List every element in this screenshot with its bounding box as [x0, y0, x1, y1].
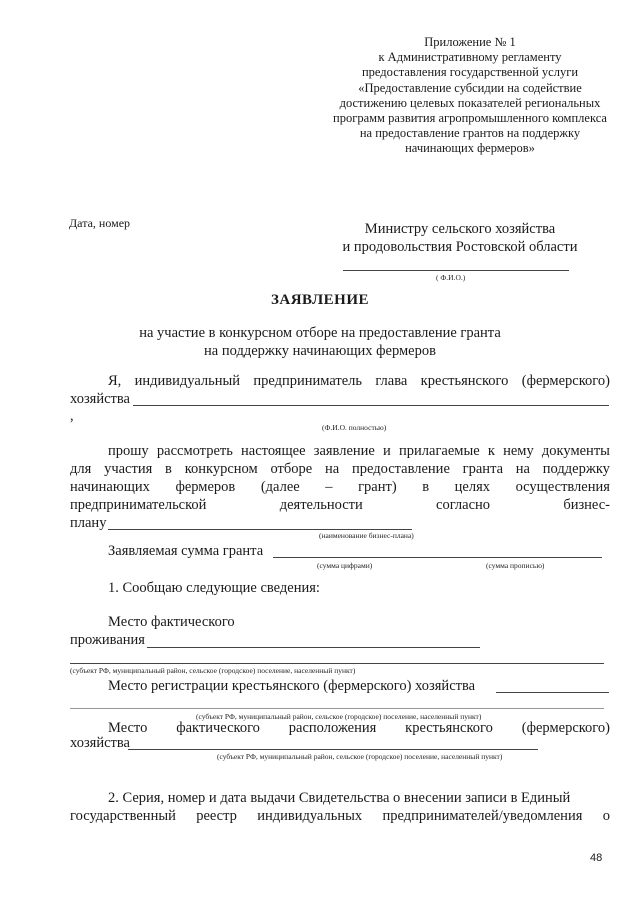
request-line-1: прошу рассмотреть настоящее заявление и прилагаемые к нему документы — [108, 443, 610, 459]
location-field[interactable] — [128, 749, 538, 750]
section-2-line-2: государственный реестр индивидуальных предпринимателей/уведомления о — [70, 808, 610, 824]
residence-caption: (субъект РФ, муниципальный район, сельское (городское) поселение, населенный пункт) — [70, 666, 356, 675]
registration-field[interactable] — [496, 692, 609, 693]
amount-words-caption: (сумма прописью) — [486, 561, 545, 570]
residence-line-2: проживания — [70, 632, 145, 648]
registration-caption: (субъект РФ, муниципальный район, сельское (городское) поселение, населенный пункт) — [196, 712, 482, 721]
date-number-label: Дата, номер — [69, 216, 131, 230]
fio-field[interactable] — [343, 270, 569, 271]
residence-line-1: Место фактического — [108, 614, 235, 630]
residence-field-2[interactable] — [70, 663, 604, 664]
addressee-line-2: и продовольствия Ростовской области — [342, 239, 578, 255]
business-plan-field[interactable] — [108, 529, 412, 530]
appendix-line: «Предоставление субсидии на содействие — [358, 80, 582, 95]
residence-field[interactable] — [147, 647, 480, 648]
business-plan-caption: (наименование бизнес-плана) — [319, 531, 414, 540]
appendix-line: начинающих фермеров» — [405, 141, 535, 156]
grant-amount-field[interactable] — [273, 557, 602, 558]
appendix-line: программ развития агропромышленного комплекса — [333, 111, 607, 126]
appendix-header — [320, 35, 620, 157]
section-2-line-1: 2. Серия, номер и дата выдачи Свидетельства о внесении записи в Единый — [108, 790, 571, 806]
request-line-2: для участия в конкурсном отборе на предоставление гранта на поддержку — [70, 461, 610, 477]
document-title: ЗАЯВЛЕНИЕ — [270, 292, 370, 308]
registration-field-2[interactable] — [70, 708, 604, 709]
addressee-line-1: Министру сельского хозяйства — [364, 221, 556, 237]
applicant-name-field[interactable] — [133, 405, 609, 406]
location-caption: (субъект РФ, муниципальный район, сельское (городское) поселение, населенный пункт) — [217, 752, 503, 761]
request-line-5: плану — [70, 515, 107, 531]
grant-amount-label: Заявляемая сумма гранта — [108, 543, 264, 559]
fio-caption: ( Ф.И.О.) — [436, 273, 466, 282]
section-1-heading: 1. Сообщаю следующие сведения: — [108, 580, 320, 596]
appendix-line: к Административному регламенту — [378, 50, 562, 65]
intro-line-1: Я, индивидуальный предприниматель глава крестьянского (фермерского) — [108, 373, 610, 389]
request-line-3: начинающих фермеров (далее – грант) в целях осуществления — [70, 479, 610, 495]
registration-label: Место регистрации крестьянского (фермерского) хозяйства — [108, 678, 476, 694]
appendix-line: Приложение № 1 — [424, 35, 516, 49]
location-line-1: Место фактического расположения крестьянского (фермерского) — [108, 720, 610, 736]
fio-full-caption: (Ф.И.О. полностью) — [322, 423, 387, 432]
intro-line-2: хозяйства — [70, 391, 130, 407]
appendix-line: предоставления государственной услуги — [361, 65, 579, 80]
appendix-line: на предоставление грантов на поддержку — [359, 126, 581, 141]
intro-comma: , — [70, 408, 74, 424]
location-line-2: хозяйства — [70, 735, 130, 751]
appendix-line: достижению целевых показателей региональных — [339, 95, 601, 110]
subtitle-line-1: на участие в конкурсном отборе на предоставление гранта — [139, 325, 501, 341]
page-number: 48 — [590, 852, 603, 864]
request-line-4: предпринимательской деятельности согласно бизнес- — [70, 497, 610, 513]
amount-digits-caption: (сумма цифрами) — [317, 561, 373, 570]
subtitle-line-2: на поддержку начинающих фермеров — [204, 343, 436, 359]
